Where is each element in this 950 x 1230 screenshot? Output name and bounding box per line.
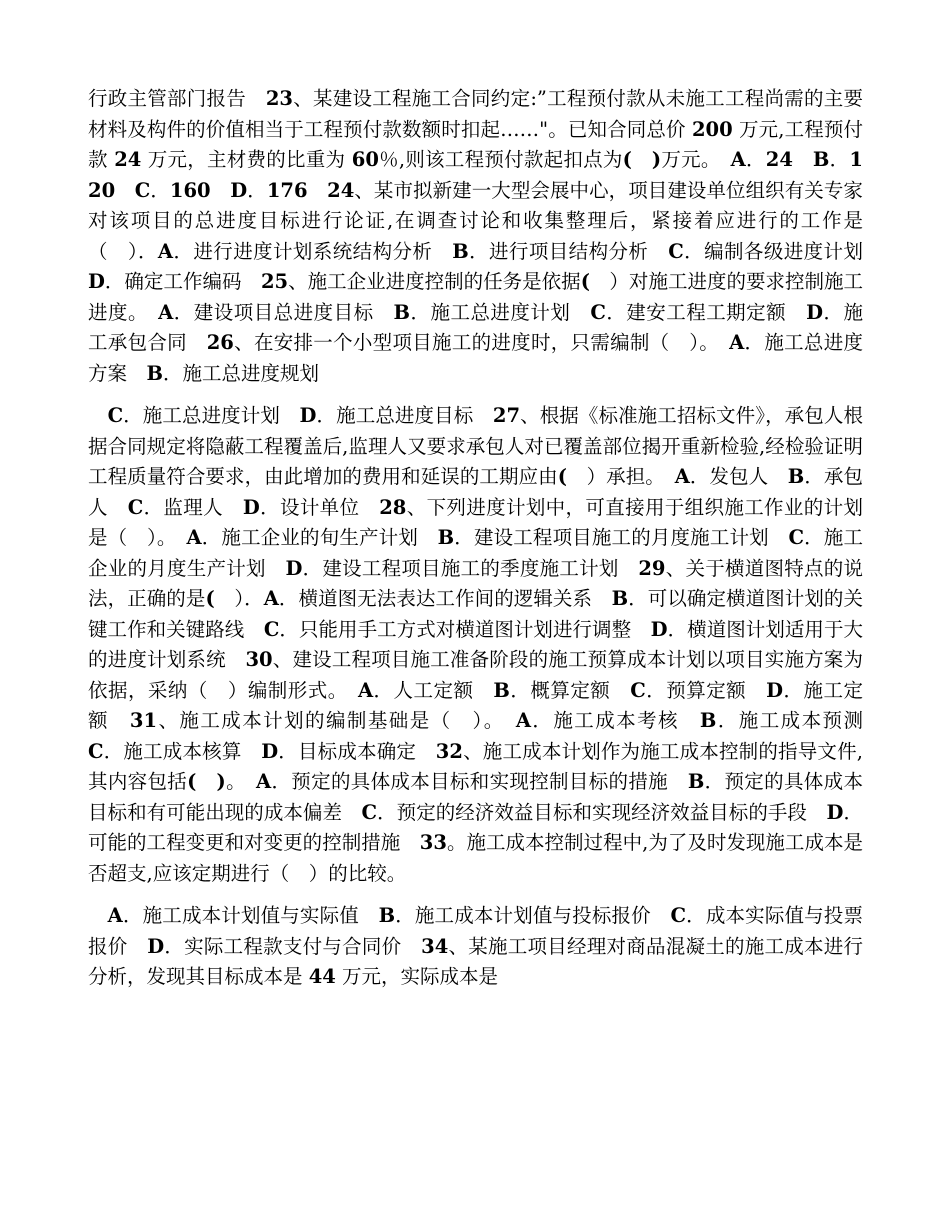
document-page (88, 84, 883, 1005)
paragraph-2: C．施工总进度计划 D．施工总进度目标 27、根据《标准施工招标文件》，承包人根据合同规定将隐蔽工程覆盖后,监理人又要求承包人对已覆盖部位揭开重新检验,经检验证明工程质量符合要求，由此增加的费用和延误的工期应由( ）承担。 A．发包人 B．承包人 C．监理人 D．设计单位 28、下列进度计划中，可直接用于组织施工作业的计划是（ ）。 A．施工企业的旬生产计划 B．建设工程项目施工的月度施工计划 C．施工企业的月度生产计划 D．建设工程项目施工的季度施工计划 29、关于横道图特点的说法，正确的是( ）．A．横道图无法表达工作间的逻辑关系 B．可以确定横道图计划的关键工作和关键路线 C．只能用手工方式对横道图计划进行调整 D．横道图计划适用于大的进度计划系统 30、建设工程项目施工准备阶段的施工预算成本计划以项目实施方案为依据，采纳（ ）编制形式。 A．人工定额 B．概算定额 C．预算定额 D．施工定额 31、施工成本计划的编制基础是（ ）。 A．施工成本考核 B．施工成本预测 C．施工成本核算 D．目标成本确定 32、施工成本计划作为施工成本控制的指导文件,其内容包括( )。 A．预定的具体成本目标和实现控制目标的措施 B．预定的具体成本目标和有可能出现的成本偏差 C．预定的经济效益目标和实现经济效益目标的手段 D．可能的工程变更和对变更的控制措施 33。施工成本控制过程中,为了及时发现施工成本是否超支,应该定期进行（ ）的比较。 (88, 404, 883, 885)
paragraph-3: A．施工成本计划值与实际值 B．施工成本计划值与投标报价 C．成本实际值与投票报价 D．实际工程款支付与合同价 34、某施工项目经理对商品混凝土的施工成本进行分析，发现其目标成本是 44 万元，实际成本是 (88, 904, 863, 988)
paragraph-1: 行政主管部门报告 23、某建设工程施工合同约定:”工程预付款从未施工工程尚需的主要材料及构件的价值相当于工程预付款数额时扣起……"。已知合同总价 200 万元,工程预付款 24 万元，主材费的比重为 60％,则该工程预付款起扣点为( )万元。 A．24 B．120 C．160 D．176 24、某市拟新建一大型会展中心，项目建设单位组织有关专家对该项目的总进度目标进行论证,在调查讨论和收集整理后，紧接着应进行的工作是（ ）．A．进行进度计划系统结构分析 B．进行项目结构分析 C．编制各级进度计划 D．确定工作编码 25、施工企业进度控制的任务是依据( ）对施工进度的要求控制施工进度。 A．建设项目总进度目标 B．施工总进度计划 C．建安工程工期定额 D．施工承包合同 26、在安排一个小型项目施工的进度时，只需编制（ ）。 A．施工总进度方案 B．施工总进度规划 (88, 87, 883, 385)
